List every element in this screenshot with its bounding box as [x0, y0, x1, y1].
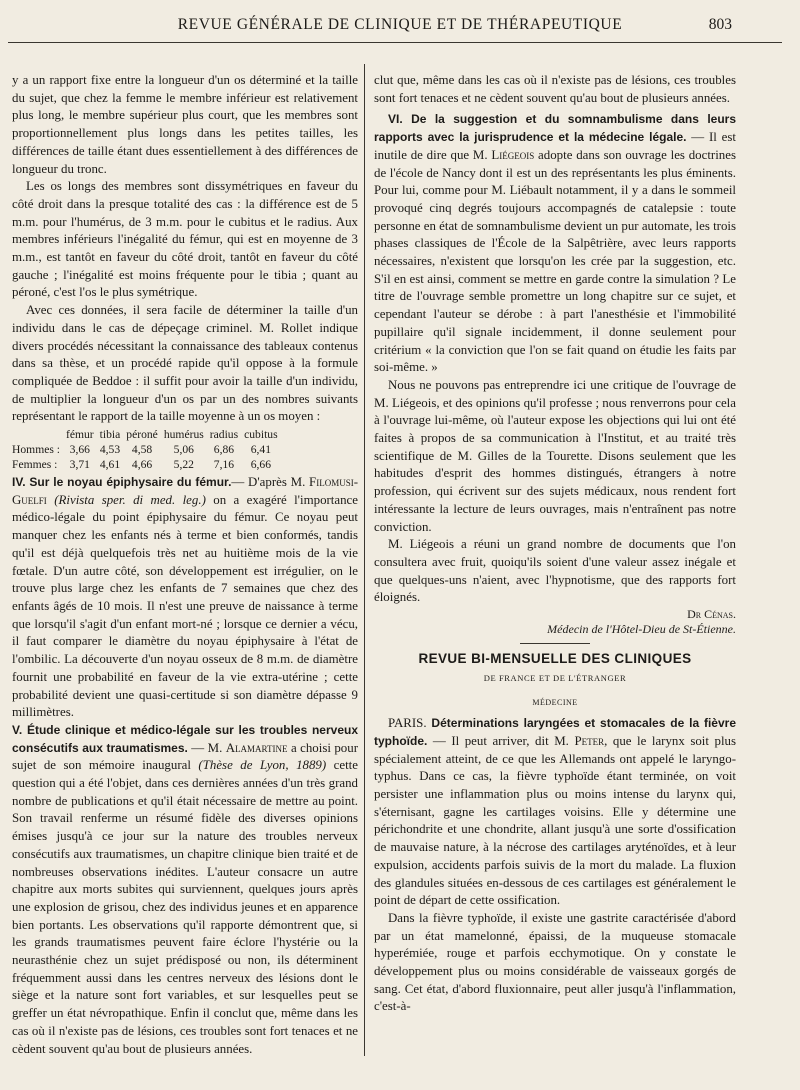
table-cell: 4,53 — [99, 443, 121, 457]
section-label: MÉDECINE — [532, 697, 578, 707]
section-heading: VI. De la suggestion et du somnambulisme dans leurs rapports avec la jurisprudence et la médecine légale. — [374, 112, 736, 145]
article-heading: Déterminations laryngées et stomacales de la fièvre typhoïde. — [374, 716, 736, 748]
header-rule — [8, 42, 782, 43]
table-cell: 5,06 — [173, 443, 194, 457]
author-name: Filomusi-Guelfi — [12, 475, 358, 507]
page-header — [0, 14, 800, 38]
signature-affiliation: Médecin de l'Hôtel-Dieu de St-Étienne. — [547, 622, 736, 637]
table-cell: 3,66 — [69, 443, 90, 457]
table-cell: 4,58 — [131, 443, 153, 457]
section-body: cette question qui a été l'objet, dans ces dernières années d'un très grand nombre de publications et qu'il était nécessaire de mettre au point. Son travail renferme un résumé fidèle des diverses opinions émises jusqu'à ce jour sur la nature des troubles nerveux consécutifs aux traumatismes, un chapitre clinique bien traité et de nombreuses observations inédites. L'auteur consacre un autre chapitre aux morts subites qui surviennent, quelques jours après une explosion de grisou, chez des individus jeunes et en apparence bien portants. Les observations qu'il rapporte démontrent que, si les grands traumatismes peuvent faire éclore l'hystérie ou la neurasthénie chez un sujet prédisposé ou non, ils déterminent fréquemment aussi dans les centres nerveux des lésions dont le siège et la nature sont fort variables, et sur lesquelles peut se greffer un état névropathique. Enfin il conclut que, même dans les cas où il n'existe pas de lésions, ces troubles sont fort tenaces et ne cèdent souvent qu'au bout de plusieurs années. — [12, 758, 358, 1056]
source-citation: (Thèse de Lyon, 1889) — [198, 758, 327, 773]
table-cell: 6,41 — [250, 443, 271, 457]
section-v — [12, 722, 358, 1058]
column-header: fémur — [65, 428, 94, 442]
table-row — [12, 457, 281, 472]
section-lead: — M. — [187, 740, 226, 755]
article-lead: — Il peut arriver, dit M. — [427, 733, 575, 748]
table-corner — [12, 427, 63, 442]
column-header: cubitus — [244, 428, 278, 442]
table-cell: 6,86 — [213, 443, 235, 457]
table-cell: 4,61 — [99, 458, 121, 472]
signature — [374, 607, 736, 622]
bone-ratio-table — [12, 427, 281, 472]
column-header: tibia — [99, 428, 121, 442]
section-lead: — Il est inutile de dire que M. — [374, 130, 736, 162]
section-lead: — D'après M. — [231, 475, 310, 490]
city-name: PARIS. — [388, 716, 427, 731]
section-vi — [374, 111, 736, 377]
paragraph-critique: Nous ne pouvons pas entreprendre ici une critique de l'ouvrage de M. Liégeois, et des opinions qu'il professe ; nous renverrons pour cela à l'ouvrage lui-même, où l'auteur expose les objections qui lui ont été faites à propos de sa communication à l'Institut, et au traité très scientifique de M. Gilles de la Tourette. Disons seulement que les habitudes d'esprit des hommes distingués, étrangers à notre profession, qui écrivent sur des sujets médicaux, nous rendent fort intéressante la lecture de leurs ouvrages, mais n'entraînent pas notre conviction. — [374, 377, 736, 534]
paragraph-continued: clut que, même dans les cas où il n'existe pas de lésions, ces troubles sont fort tenaces et ne cèdent souvent qu'au bout de plusieurs années. — [374, 73, 736, 105]
table-cell: 3,71 — [69, 458, 90, 472]
section-subtitle: DE FRANCE ET DE L'ÉTRANGER — [483, 672, 627, 683]
section-divider — [520, 643, 590, 644]
table-cell: 5,22 — [173, 458, 194, 472]
table-cell: 7,16 — [213, 458, 235, 472]
running-title: REVUE GÉNÉRALE DE CLINIQUE ET DE THÉRAPEUTIQUE — [177, 16, 623, 33]
table-row — [12, 442, 281, 457]
paragraph-bone-proportions: y a un rapport fixe entre la longueur d'un os déterminé et la taille du sujet, que chez la femme le membre inférieur est relativement plus long, le membre supérieur plus court, que les membres sont proportionnellement plus longs dans les petites tailles, les différences de taille étant dues essentiellement à des différences de longueur du tronc. — [12, 73, 358, 176]
section-heading: IV. Sur le noyau épiphysaire du fémur. — [12, 475, 232, 490]
section-iv — [12, 474, 358, 722]
author-name: Alamartine — [225, 740, 288, 755]
left-column — [12, 72, 358, 1058]
right-column — [374, 72, 736, 1016]
section-body: on a exagéré l'importance médico-légale du point épiphysaire du fémur. Ce noyau peut manquer chez les enfants nés à terme et bien conformés, tandis qu'il est déjà quelquefois très net au huitième mois de la vie fœtale. D'un autre côté, son développement est irrégulier, on le trouve plus large chez les enfants de 7 semaines que chez des enfants âgés de 10 mois. Il n'est une preuve de naissance à terme que lorsqu'il s'agit d'un enfant mort-né ; lorsque ce dernier a vécu, il faut comparer le diamètre du noyau épiphysaire à l'état de l'ombilic. La découverte d'un noyau osseux de 8 m.m. de diamètre fournit une probabilité en faveur de la vie extra-utérine ; cette probabilité devient une quasi-certitude si son diamètre dépasse 9 millimètres. — [12, 492, 358, 720]
section-text: a choisi pour sujet de son mémoire inaugural — [12, 740, 358, 773]
table-header-row — [12, 427, 281, 442]
column-divider — [364, 64, 365, 1056]
section-heading: V. Étude clinique et médico-légale sur les troubles nerveux consécutifs aux traumatismes. — [12, 722, 358, 755]
paragraph-documents: M. Liégeois a réuni un grand nombre de documents que l'on consultera avec fruit, quoiqu'ils soient d'une valeur assez inégale et que quelques-uns n'aient, avec l'hypnotisme, que des rapports fort éloignés. — [374, 537, 736, 605]
signature-name: Dr Cénas. — [687, 607, 736, 622]
article-body: , que le larynx soit plus spécialement atteint, de ce que les Allemands ont appelé le laryngo-typhus. Dans ce cas, la fièvre typhoïde étant terminée, on voit persister une inflammation plus ou moins intense du larynx qui, s'éternisant, gagne les cartilages voisins. Elle y détermine une périchondrite et une chondrite, allant jusqu'à une sorte d'ossification de mauvaise nature, à la nécrose des cartilages aryténoïdes, et à leur expulsion, accidents parfois suivis de la mort du malade. La fluxion des glandules situées en-dessous de ces cartilages est généralement le point de départ de cette ossification. — [374, 733, 736, 908]
column-header: péroné — [126, 428, 158, 442]
column-header: humérus — [163, 428, 204, 442]
paragraph-stature-method: Avec ces données, il sera facile de déterminer la taille d'un individu dans le cas de dépeçage criminel. M. Rollet indique divers procédés nécessitant la connaissance des tableaux contenus dans sa thèse, et un procédé rapide qu'il oppose à la formule compliquée de Beddoe : il suffit pour avoir la taille d'un individu, de multiplier la longueur d'un os par un des nombres suivants représentant le rapport de la taille moyenne à un os moyen : — [12, 303, 358, 424]
article-typhoid — [374, 715, 736, 910]
section-body: adopte dans son ouvrage les doctrines de l'école de Nancy dont il est un des représentants les plus éminents. Pour lui, comme pour M. Liébault notamment, il y a dans le sommeil provoqué cinq degrés toujours accompagnés de catalepsie : toute personne en état de somnambulisme devient un pur automate, les trois phases classiques de l'École de la Salpêtrière, avec leurs rapports nécessaires, n'existent que lorsqu'on les crée par la suggestion, etc. S'il en est ainsi, comment se mettre en garde contre la simulation ? Le titre de l'ouvrage semble promettre un long chapitre sur ce sujet, et cependant l'auteur se dérobe : à part l'anesthésie et l'immobilité pupillaire qu'il signale incidemment, il donne seulement pour critérium « la conviction que l'on se fait quand on étudie les faits par soi-même. » — [374, 147, 736, 375]
column-header: radius — [209, 428, 239, 442]
author-name: Peter — [574, 733, 605, 748]
article-gastritis: Dans la fièvre typhoïde, il existe une gastrite caractérisée d'abord par un état mamelonné, épaissi, de la muqueuse stomacale hyperémiée, rouge et parfois ecchymotique. On y constate le développement plus ou moins considérable de vaisseaux gorgés de sang. Cet état, d'abord fluxionnaire, peut aller jusqu'à l'inflammation, c'est-à- — [374, 910, 736, 1014]
table-cell: 6,66 — [250, 458, 271, 472]
row-label: Hommes : — [12, 443, 60, 457]
table-cell: 4,66 — [131, 458, 153, 472]
row-label: Femmes : — [12, 458, 58, 472]
section-title: REVUE BI-MENSUELLE DES CLINIQUES — [418, 651, 692, 667]
page-number: 803 — [708, 16, 732, 33]
paragraph-asymmetry: Les os longs des membres sont dissymétriques en faveur du côté droit dans la presque totalité des cas : la différence est de 5 m.m. pour l'humérus, de 3 m.m. pour le cubitus et le radius. Aux membres inférieurs l'inégalité du fémur, qui est en moyenne de 3 m.m., est tantôt en faveur du côté droit, tantôt en faveur du côté gauche ; l'inégalité est moins fréquente pour le tibia ; quant au péroné, c'est l'os le plus symétrique. — [12, 179, 358, 300]
author-name: Liégeois — [491, 147, 535, 162]
source-citation: (Rivista sper. di med. leg.) — [54, 492, 206, 507]
